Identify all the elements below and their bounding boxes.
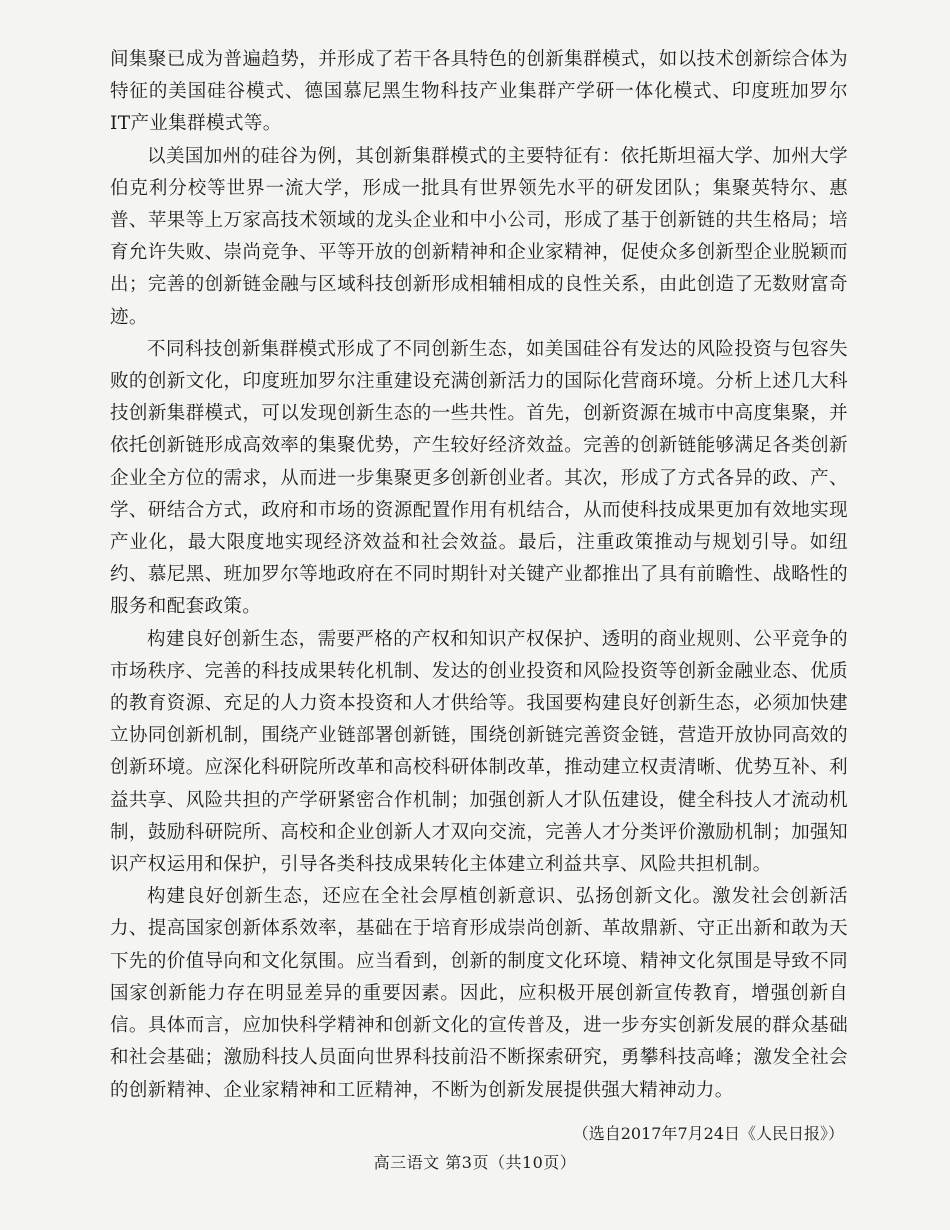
article-body	[110, 44, 848, 1107]
paragraph-3: 不同科技创新集群模式形成了不同创新生态，如美国硅谷有发达的风险投资与包容失败的创新文化，印度班加罗尔注重建设充满创新活力的国际化营商环境。分析上述几大科技创新集群模式，可以发现创新生态的一些共性。首先，创新资源在城市中高度集聚，并依托创新链形成高效率的集聚优势，产生较好经济效益。完善的创新链能够满足各类创新企业全方位的需求，从而进一步集聚更多创新创业者。其次，形成了方式各异的政、产、学、研结合方式，政府和市场的资源配置作用有机结合，从而使科技成果更加有效地实现产业化，最大限度地实现经济效益和社会效益。最后，注重政策推动与规划引导。如纽约、慕尼黑、班加罗尔等地政府在不同时期针对关键产业都推出了具有前瞻性、战略性的服务和配套政策。	[110, 338, 848, 618]
paragraph-4: 构建良好创新生态，需要严格的产权和知识产权保护、透明的商业规则、公平竞争的市场秩序、完善的科技成果转化机制、发达的创业投资和风险投资等创新金融业态、优质的教育资源、充足的人力资本投资和人才供给等。我国要构建良好创新生态，必须加快建立协同创新机制，围绕产业链部署创新链，围绕创新链完善资金链，营造开放协同高效的创新环境。应深化科研院所改革和高校科研体制改革，推动建立权责清晰、优势互补、利益共享、风险共担的产学研紧密合作机制；加强创新人才队伍建设，健全科技人才流动机制，鼓励科研院所、高校和企业创新人才双向交流，完善人才分类评价激励机制；加强知识产权运用和保护，引导各类科技成果转化主体建立利益共享、风险共担机制。	[110, 628, 848, 876]
paragraph-1: 间集聚已成为普遍趋势，并形成了若干各具特色的创新集群模式，如以技术创新综合体为特征的美国硅谷模式、德国慕尼黑生物科技产业集群产学研一体化模式、印度班加罗尔IT产业集群模式等。	[110, 49, 848, 135]
paragraph-5: 构建良好创新生态，还应在全社会厚植创新意识、弘扬创新文化。激发社会创新活力、提高国家创新体系效率，基础在于培育形成崇尚创新、革故鼎新、守正出新和敢为天下先的价值导向和文化氛围。应当看到，创新的制度文化环境、精神文化氛围是导致不同国家创新能力存在明显差异的重要因素。因此，应积极开展创新宣传教育，增强创新自信。具体而言，应加快科学精神和创新文化的宣传普及，进一步夯实创新发展的群众基础和社会基础；激励科技人员面向世界科技前沿不断探索研究，勇攀科技高峰；激发全社会的创新精神、企业家精神和工匠精神，不断为创新发展提供强大精神动力。	[110, 886, 848, 1101]
article-source: （选自2017年7月24日《人民日报》）	[572, 1123, 844, 1143]
page-footer: 高三语文 第3页（共10页）	[373, 1153, 577, 1172]
paragraph-2: 以美国加州的硅谷为例，其创新集群模式的主要特征有：依托斯坦福大学、加州大学伯克利分校等世界一流大学，形成一批具有世界领先水平的研发团队；集聚英特尔、惠普、苹果等上万家高技术领域的龙头企业和中小公司，形成了基于创新链的共生格局；培育允许失败、崇尚竞争、平等开放的创新精神和企业家精神，促使众多创新型企业脱颖而出；完善的创新链金融与区域科技创新形成相辅相成的良性关系，由此创造了无数财富奇迹。	[110, 145, 848, 328]
